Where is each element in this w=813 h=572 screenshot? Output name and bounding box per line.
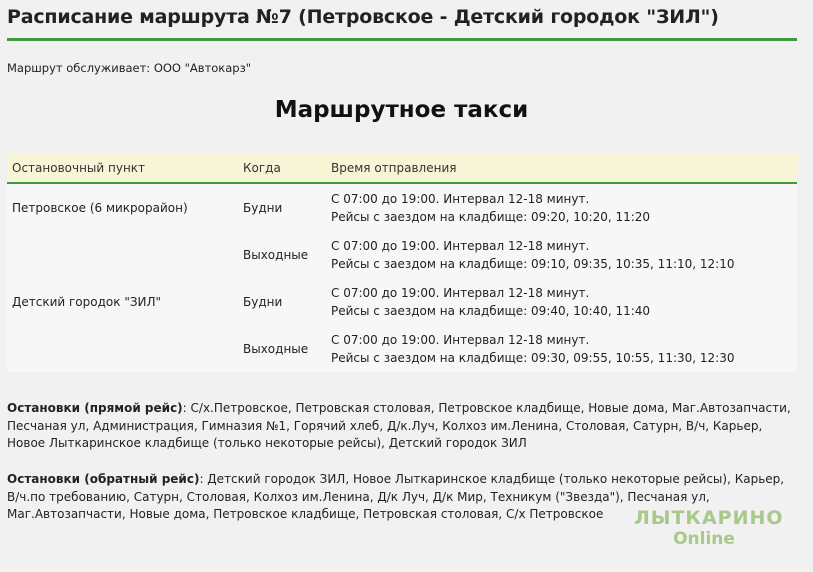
table-row <box>7 183 797 231</box>
time-interval: С 07:00 до 19:00. Интервал 12-18 минут. <box>331 285 590 300</box>
stop-cell: Детский городок "ЗИЛ" <box>7 278 238 325</box>
time-interval: С 07:00 до 19:00. Интервал 12-18 минут. <box>331 238 590 253</box>
when-cell: Выходные <box>238 325 326 372</box>
stop-cell: Петровское (6 микрорайон) <box>7 183 238 231</box>
section-heading: Маршрутное такси <box>274 97 529 123</box>
stops-forward <box>7 400 797 453</box>
header-departure: Время отправления <box>326 154 797 183</box>
title-divider <box>7 38 797 41</box>
stops-backward-label: Остановки (обратный рейс) <box>7 472 200 486</box>
when-cell: Будни <box>238 278 326 325</box>
table-row <box>7 278 797 325</box>
stops-forward-label: Остановки (прямой рейс) <box>7 401 183 415</box>
when-cell: Выходные <box>238 231 326 278</box>
stops-forward-list: : С/х.Петровское, Петровская столовая, Петровское кладбище, Новые дома, Маг.Автозапчасти, Песчаная ул, Администрация, Гимназия №1, Горячий хлеб, Д/к.Луч, Колхоз им.Ленина, Столовая, Сатурн, В/ч, Карьер, Новое Лыткаринское кладбище (только некоторые рейсы), Детский городок ЗИЛ <box>7 401 791 450</box>
stop-cell <box>7 231 238 278</box>
cemetery-trips: Рейсы с заездом на кладбище: 09:20, 10:20, 11:20 <box>331 209 651 224</box>
table-row <box>7 325 797 372</box>
table-header-row <box>7 154 797 183</box>
operator-info: Маршрут обслуживает: ООО "Автокарз" <box>7 61 251 75</box>
header-stop: Остановочный пункт <box>7 154 238 183</box>
watermark-line1: ЛЫТКАРИНО <box>634 507 784 529</box>
stops-backward-list: : Детский городок ЗИЛ, Новое Лыткаринское кладбище (только некоторые рейсы), Карьер, В/ч.по требованию, Сатурн, Столовая, Колхоз им.Ленина, Д/к Луч, Д/к Мир, Техникум ("Звезда"), Песчаная ул, Маг.Автозапчасти, Новые дома, Петровское кладбище, Петровская столовая, С/х Петровское <box>7 472 785 521</box>
cemetery-trips: Рейсы с заездом на кладбище: 09:30, 09:55, 10:55, 11:30, 12:30 <box>331 350 735 365</box>
page-title: Расписание маршрута №7 (Петровское - Детский городок "ЗИЛ") <box>7 6 719 28</box>
when-cell: Будни <box>238 183 326 231</box>
time-interval: С 07:00 до 19:00. Интервал 12-18 минут. <box>331 332 590 347</box>
time-cell <box>326 183 797 231</box>
time-cell <box>326 325 797 372</box>
schedule-table <box>7 154 797 372</box>
time-cell <box>326 278 797 325</box>
stop-cell <box>7 325 238 372</box>
time-interval: С 07:00 до 19:00. Интервал 12-18 минут. <box>331 191 590 206</box>
watermark-line2: Online <box>673 529 735 549</box>
cemetery-trips: Рейсы с заездом на кладбище: 09:40, 10:40, 11:40 <box>331 303 651 318</box>
site-watermark <box>634 507 784 549</box>
table-row <box>7 231 797 278</box>
header-when: Когда <box>238 154 326 183</box>
cemetery-trips: Рейсы с заездом на кладбище: 09:10, 09:35, 10:35, 11:10, 12:10 <box>331 256 735 271</box>
time-cell <box>326 231 797 278</box>
